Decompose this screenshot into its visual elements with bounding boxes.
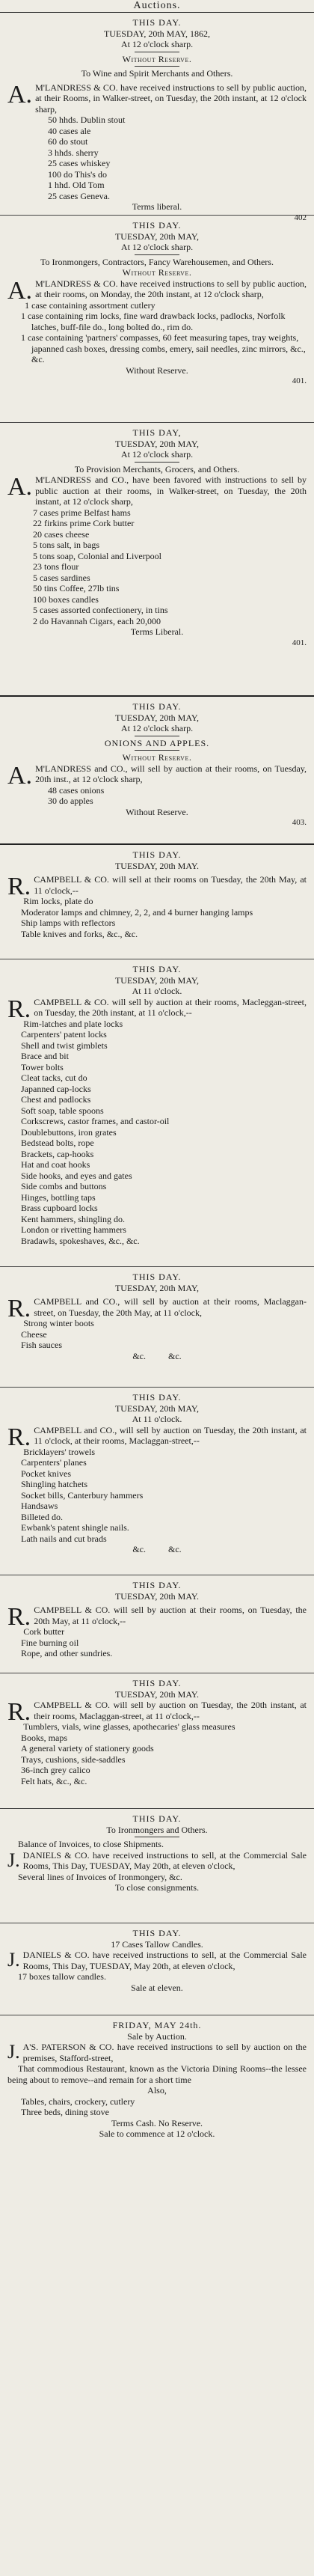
drop-cap: R. [7,1603,31,1631]
ad-intro: CAMPBELL & CO. will sell by auction on Tuesday, the 20th instant, at their rooms, Maclaggan-street, at 11 o'clock,-- [34,1700,307,1721]
drop-cap: A. [7,473,33,501]
ad-body [7,474,307,507]
ad-date: TUESDAY, 20th MAY. [114,1688,200,1700]
ad-item: 17 boxes tallow candles. [18,1971,106,1982]
list-item: Billeted do. [21,1511,63,1522]
ad-number: 403. [292,818,307,827]
list-item: Tower bolts [21,1061,64,1072]
list-item: 50 tins Coffee, 27lb tins [33,583,120,593]
section-header [0,0,314,13]
ad-title: THIS DAY. [132,849,182,860]
ad-date: TUESDAY, 20th MAY, [114,438,200,449]
list-item: 3 hhds. sherry [48,147,99,158]
ad-etc: &c. &c. [132,1544,182,1554]
list-item: Cleat tacks, cut do [21,1072,87,1083]
ad-number: 401. [292,638,307,647]
ad-date: TUESDAY, 20th MAY, [114,712,200,723]
ad-date: TUESDAY, 20th MAY. [114,860,200,871]
item-list [7,785,307,807]
ad-terms: Terms Cash. No Reserve. [111,2117,203,2128]
ad-terms: Terms Liberal. [130,626,184,637]
ad-closing: Sale at eleven. [131,1982,183,1993]
ad-campbell-hardware [0,959,314,1267]
list-item: 60 do stout [48,136,88,147]
list-item: 1 case containing 'partners' compasses, 60 feet measuring tapes, tray weights, japanned cash boxes, dressing combs, emery, sail needles, zinc mirrors, &c., &c. [21,332,306,364]
list-item: Rope, and other sundries. [21,1648,113,1658]
ad-title: THIS DAY. [132,1678,182,1688]
ad-title: THIS DAY. [132,17,182,28]
ad-body [7,1698,307,1726]
ad-paragraph: Balance of Invoices, to close Shipments. [18,1839,164,1849]
ad-paragraph: That commodious Restaurant, known as the Victoria Dining Rooms--the lessee being about to remove--and remain for a short time [7,2063,307,2085]
list-item: 5 cases assorted confectionery, in tins [33,605,168,615]
ad-title: FRIDAY, MAY 24th. [112,2020,202,2030]
ad-campbell-tools [0,1388,314,1575]
list-item: Moderator lamps and chimney, 2, 2, and 4 burner hanging lamps [21,906,253,918]
list-item: Trays, cushions, side-saddles [21,1754,126,1765]
list-item: 25 cases whiskey [48,158,111,168]
ad-body [7,2042,307,2063]
list-item: 20 cases cheese [33,528,90,540]
drop-cap: R. [7,1698,31,1726]
list-item: Bricklayers' trowels [23,1446,95,1457]
list-item: 2 do Havannah Cigars, each 20,000 [33,615,161,626]
list-item: Three beds, dining stove [21,2107,109,2117]
ad-body [7,1603,307,1631]
ad-time: At 12 o'clock sharp. [120,723,194,733]
drop-cap: A. [7,276,33,305]
list-item: Strong winter boots [23,1318,94,1328]
list-item: Pocket knives [21,1468,71,1479]
list-item: 30 do apples [48,796,93,806]
list-item: Cork butter [23,1626,65,1637]
list-item: Fish sauces [21,1340,62,1350]
list-item: 5 cases sardines [33,572,90,583]
list-item: 100 boxes candles [33,593,99,605]
ad-paterson-restaurant [0,2015,314,2143]
list-item: Handsaws [21,1501,58,1511]
divider [135,66,179,67]
ad-addressee: To Ironmongers and Others. [106,1824,208,1835]
ad-intro: M'LANDRESS and CO., have been favored with instructions to sell by public auction at their rooms, in Walker-street, on Tuesday, the 20th instant, at 12 o'clock sharp, [35,474,307,507]
ad-campbell-boots [0,1267,314,1388]
ad-time: At 11 o'clock. [132,1414,182,1424]
item-list [7,1447,307,1545]
list-item: Corkscrews, castor frames, and castor-oil [21,1116,170,1126]
list-item: Hat and coat hooks [21,1159,90,1170]
drop-cap: R. [7,873,31,900]
ad-terms: Terms liberal. [132,201,182,212]
list-item: 40 cases ale [48,125,91,136]
drop-cap: J. [7,1849,20,1871]
ad-date: TUESDAY, 20th MAY, [114,1282,200,1293]
list-item: 1 hhd. Old Tom [48,180,105,190]
drop-cap: J. [7,2041,20,2063]
list-item: Bedstead bolts, rope [21,1138,94,1148]
list-item: Lath nails and cut brads [21,1533,107,1544]
ad-reserve: Without Reserve. [122,267,192,278]
ad-time: At 12 o'clock sharp. [120,242,194,252]
list-item: 22 firkins prime Cork butter [33,518,135,528]
list-item: 48 cases onions [48,784,105,796]
ad-addressee: To Wine and Spirit Merchants and Others. [81,68,233,79]
ad-intro: CAMPBELL and CO., will sell by auction on Tuesday, the 20th instant, at 11 o'clock, at their rooms, Maclaggan-street,-- [34,1424,307,1446]
ad-title: THIS DAY. [132,220,182,231]
ad-title: THIS DAY. [132,1272,182,1282]
ad-body [7,995,307,1023]
list-item: Kent hammers, shingling do. [21,1213,125,1224]
divider [135,462,179,463]
list-item: Fine burning oil [21,1637,79,1648]
list-item: Table knives and forks, &c., &c. [21,928,138,939]
ad-closing: Without Reserve. [126,806,188,817]
drop-cap: R. [7,1423,31,1451]
list-item: 5 tons salt, in bags [33,540,99,550]
list-item: Tumblers, vials, wine glasses, apothecaries' glass measures [23,1721,236,1732]
divider [135,750,179,751]
ad-number: 402 [294,213,307,222]
ad-addressee: To Ironmongers, Contractors, Fancy Warehousemen, and Others. [40,256,274,267]
list-item: Tables, chairs, crockery, cutlery [21,2096,135,2107]
ad-title: THIS DAY. [132,1392,182,1403]
ad-intro: DANIELS & CO. have received instructions to sell, at the Commercial Sale Rooms, This Day, TUESDAY, May 20th, at eleven o'clock, [22,1950,307,1971]
ad-time: At 11 o'clock. [132,986,182,996]
ad-addressee: To Provision Merchants, Grocers, and Others. [74,463,240,474]
list-item: Shingling hatchets [21,1479,87,1489]
ad-title: THIS DAY, [132,427,182,438]
ad-ironmongers [0,216,314,423]
list-item: Rim-latches and plate locks [23,1018,123,1029]
ad-date: TUESDAY, 20th MAY, 1862, [103,28,211,39]
ad-intro: M'LANDRESS & CO. have received instructions to sell by public auction, at their rooms, on Monday, the 20th instant, at 12 o'clock sharp, [35,278,307,299]
list-item: Rim locks, plate do [23,896,93,906]
ad-reserve: Without Reserve. [122,53,192,64]
ad-intro: M'LANDRESS and CO., will sell by auction at their rooms, on Tuesday, 20th inst., at 12 o'clock sharp, [35,763,307,784]
list-item: 25 cases Geneva. [48,190,110,201]
ad-intro: A'S. PATERSON & CO. have received instructions to sell by auction on the premises, Stafford-street, [22,2042,307,2063]
ad-intro: CAMPBELL & CO. will sell at their rooms on Tuesday, the 20th May, at 11 o'clock,-- [34,874,307,896]
ad-intro: CAMPBELL & CO. will sell by auction at their rooms, Macleggan-street, on Tuesday, the 20th instant, at 11 o'clock,-- [34,996,307,1018]
list-item: Brass cupboard locks [21,1203,98,1213]
ad-intro: M'LANDRESS & CO. have received instructions to sell by public auction, at their Rooms, in Walker-street, on Tuesday, the 20th instant, at 12 o'clock sharp, [35,82,307,115]
list-item: Bradawls, spokeshaves, &c., &c. [21,1235,140,1246]
divider [135,254,179,255]
ad-closing: To close consignments. [114,1882,200,1893]
ad-onions-apples [0,697,314,845]
item-list [7,115,307,201]
list-item: Brace and bit [21,1051,69,1061]
list-item: Soft soap, table spoons [21,1105,104,1116]
list-item: Felt hats, &c., &c. [21,1775,87,1786]
drop-cap: A. [7,761,33,790]
list-item: 23 tons flour [33,561,79,572]
list-item: Japanned cap-locks [21,1083,91,1094]
ad-intro: DANIELS & CO. have received instructions to sell, at the Commercial Sale Rooms, This Day, TUESDAY, May 20th, at eleven o'clock, [22,1849,307,1871]
ad-date: TUESDAY, 20th MAY, [114,231,200,242]
ad-closing: Without Reserve. [126,364,188,376]
ad-reserve: Without Reserve. [122,752,192,763]
ad-body [7,1850,307,1872]
ad-wine-spirits [0,13,314,222]
list-item: Books, maps [21,1732,68,1743]
list-item: A general variety of stationery goods [21,1743,154,1754]
ad-campbell-lamps [0,845,314,959]
ad-body [7,1950,307,1971]
list-item: Shell and twist gimblets [21,1040,108,1051]
ad-date: TUESDAY, 20th MAY. [114,1590,200,1602]
list-item: Carpenters' planes [21,1457,87,1468]
ad-date: TUESDAY, 20th MAY, [114,1403,200,1414]
list-item: Ewbank's patent shingle nails. [21,1522,129,1533]
item-list [7,1019,307,1247]
ad-subtitle: 17 Cases Tallow Candles. [111,1938,203,1950]
list-item: Doublebuttons, iron grates [21,1126,117,1138]
drop-cap: J. [7,1949,20,1971]
list-item: Cheese [21,1328,47,1340]
drop-cap: R. [7,995,31,1023]
list-item: 36-inch grey calico [21,1765,90,1775]
list-item: 7 cases prime Belfast hams [33,507,131,518]
list-item: Side combs and buttons [21,1181,107,1191]
ad-provisions [0,423,314,697]
ad-title: THIS DAY. [132,1928,182,1938]
list-item: Brackets, cap-hooks [21,1148,94,1159]
ad-body [7,1295,307,1322]
list-item: Side hooks, and eyes and gates [21,1170,132,1181]
list-item: Ship lamps with reflectors [21,918,116,928]
item-list [7,507,307,627]
ad-time: At 12 o'clock sharp. [120,39,194,49]
list-item: Carpenters' patent locks [21,1029,107,1040]
ad-daniels-ironmongery [0,1809,314,1923]
ad-etc: &c. &c. [132,1350,182,1361]
list-item: 1 case containing assortment cutlery [25,299,156,311]
ad-daniels-candles [0,1923,314,2015]
list-item: Chest and padlocks [21,1094,91,1105]
ad-also: Also, [147,2085,167,2096]
ad-title: THIS DAY. [132,1580,182,1590]
drop-cap: R. [7,1295,31,1322]
list-item: 5 tons soap, Colonial and Liverpool [33,550,161,561]
ad-body [7,873,307,900]
list-item: London or rivetting hammers [21,1224,126,1235]
list-item: 1 case containing rim locks, fine ward drawback locks, padlocks, Norfolk latches, buff-file do., long bolted do., rim do. [21,311,286,332]
ad-body [7,1423,307,1451]
ad-date: TUESDAY, 20th MAY, [114,974,200,986]
ad-item: Several lines of Invoices of Ironmongery, &c. [18,1871,182,1882]
ad-campbell-glassware [0,1673,314,1809]
list-item: 50 hhds. Dublin stout [48,115,126,125]
list-item: 100 do This's do [48,168,107,180]
ad-title: THIS DAY. [132,701,182,712]
section-title: Auctions. [133,0,181,11]
ad-number: 401. [292,376,307,385]
item-list [7,1721,307,1786]
ad-title: THIS DAY. [132,964,182,974]
ad-closing: Sale to commence at 12 o'clock. [99,2128,215,2139]
ad-campbell-butter [0,1575,314,1673]
ad-subtitle: Sale by Auction. [127,2030,187,2042]
list-item: Socket bills, Canterbury hammers [21,1489,144,1501]
list-item: Hinges, bottling taps [21,1191,96,1203]
ad-body [7,82,307,115]
ad-intro: CAMPBELL & CO. will sell by auction at their rooms, on Tuesday, the 20th May, at 11 o'clock,-- [34,1605,307,1626]
ad-time: At 12 o'clock sharp. [120,449,194,460]
ad-title: THIS DAY. [132,1813,182,1824]
drop-cap: A. [7,80,33,109]
ad-heading: ONIONS AND APPLES. [104,737,210,748]
ad-intro: CAMPBELL and CO., will sell by auction at their rooms, Maclaggan-street, on Tuesday, the 20th May, at 11 o'clock, [34,1296,307,1318]
